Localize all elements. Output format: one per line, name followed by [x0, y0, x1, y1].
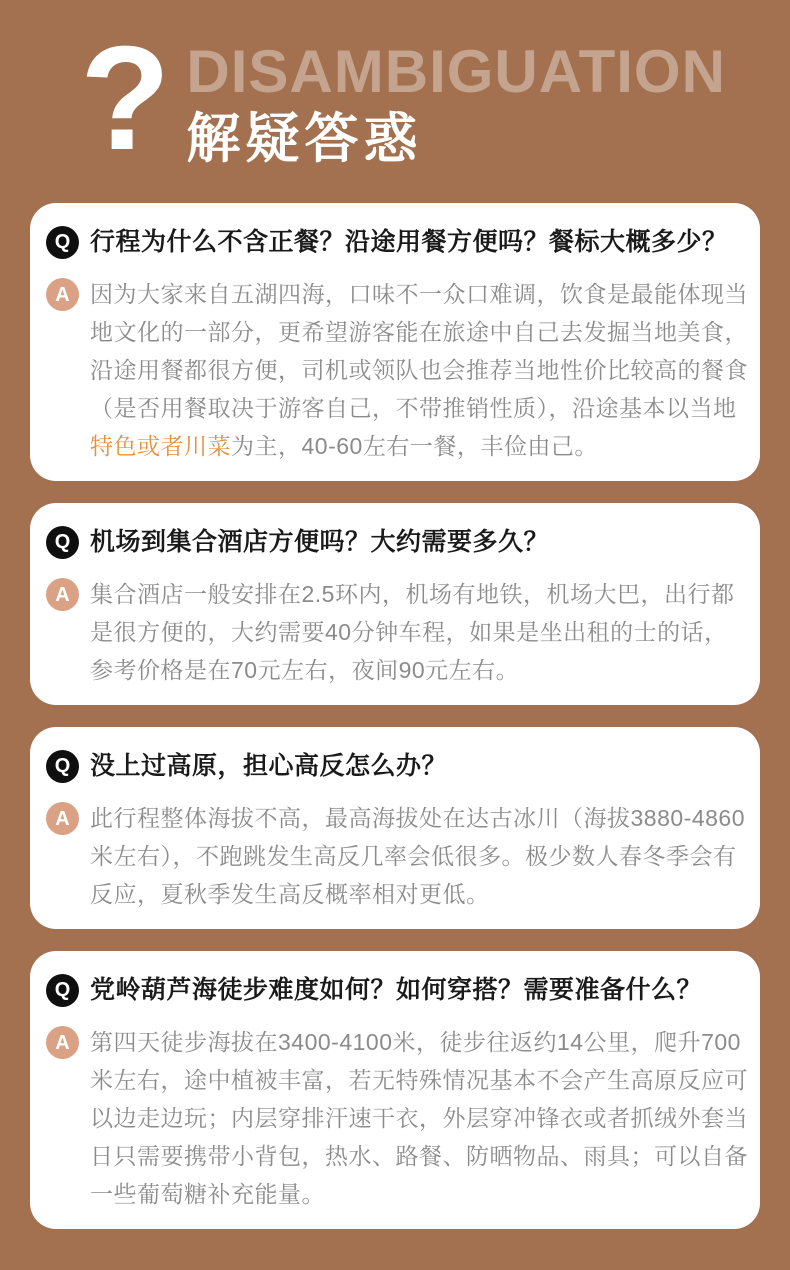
- answer-text: [90, 799, 750, 913]
- answer-highlight: 特色或者川菜: [90, 433, 231, 459]
- answer-segment: 为主，40-60左右一餐，丰俭由己。: [231, 433, 598, 459]
- faq-card-hiking-difficulty: [30, 951, 760, 1229]
- question-mark-icon: ?: [80, 16, 171, 181]
- a-badge-icon: A: [46, 278, 79, 311]
- question-text: 没上过高原，担心高反怎么办？: [90, 752, 448, 780]
- question-row: [46, 525, 752, 559]
- question-row: [46, 973, 752, 1007]
- faq-card-altitude-sickness: [30, 727, 760, 929]
- answer-row: [46, 575, 752, 689]
- answer-row: [46, 799, 752, 913]
- question-row: [46, 225, 752, 259]
- page-title-en: DISAMBIGUATION: [186, 38, 726, 105]
- q-badge-icon: Q: [46, 226, 79, 259]
- q-badge-icon: Q: [46, 526, 79, 559]
- a-badge-icon: A: [46, 1026, 79, 1059]
- header-titles: [186, 34, 726, 169]
- answer-segment: 此行程整体海拔不高，最高海拔处在达古冰川（海拔3880-4860米左右），不跑跳发生高反几率会低很多。极少数人春冬季会有反应，夏秋季发生高反概率相对更低。: [90, 805, 745, 907]
- faq-card-meals: [30, 203, 760, 481]
- question-text: 机场到集合酒店方便吗？大约需要多久？: [90, 528, 550, 556]
- q-badge-icon: Q: [46, 750, 79, 783]
- question-text: 行程为什么不含正餐？沿途用餐方便吗？餐标大概多少？: [90, 228, 728, 256]
- answer-segment: 集合酒店一般安排在2.5环内，机场有地铁，机场大巴，出行都是很方便的，大约需要40分钟车程，如果是坐出租的士的话，参考价格是在70元左右，夜间90元左右。: [90, 581, 735, 683]
- header: [0, 0, 790, 203]
- a-badge-icon: A: [46, 802, 79, 835]
- answer-text: [90, 1023, 750, 1213]
- page-title-zh: 解疑答惑: [186, 109, 423, 169]
- question-text: 党岭葫芦海徒步难度如何？如何穿搭？需要准备什么？: [90, 976, 703, 1004]
- q-badge-icon: Q: [46, 974, 79, 1007]
- faq-card-airport-transfer: [30, 503, 760, 705]
- answer-segment: 第四天徒步海拔在3400-4100米，徒步往返约14公里，爬升700米左右，途中植被丰富，若无特殊情况基本不会产生高原反应可以边走边玩；内层穿排汗速干衣，外层穿冲锋衣或者抓绒外套当日只需要携带小背包，热水、路餐、防晒物品、雨具；可以自备一些葡萄糖补充能量。: [90, 1029, 748, 1207]
- answer-row: [46, 1023, 752, 1213]
- answer-segment: 因为大家来自五湖四海，口味不一众口难调，饮食是最能体现当地文化的一部分，更希望游客能在旅途中自己去发掘当地美食，沿途用餐都很方便，司机或领队也会推荐当地性价比较高的餐食（是否用餐取决于游客自己，不带推销性质），沿途基本以当地: [90, 281, 748, 421]
- answer-text: [90, 575, 750, 689]
- answer-text: [90, 275, 750, 465]
- a-badge-icon: A: [46, 578, 79, 611]
- answer-row: [46, 275, 752, 465]
- question-row: [46, 749, 752, 783]
